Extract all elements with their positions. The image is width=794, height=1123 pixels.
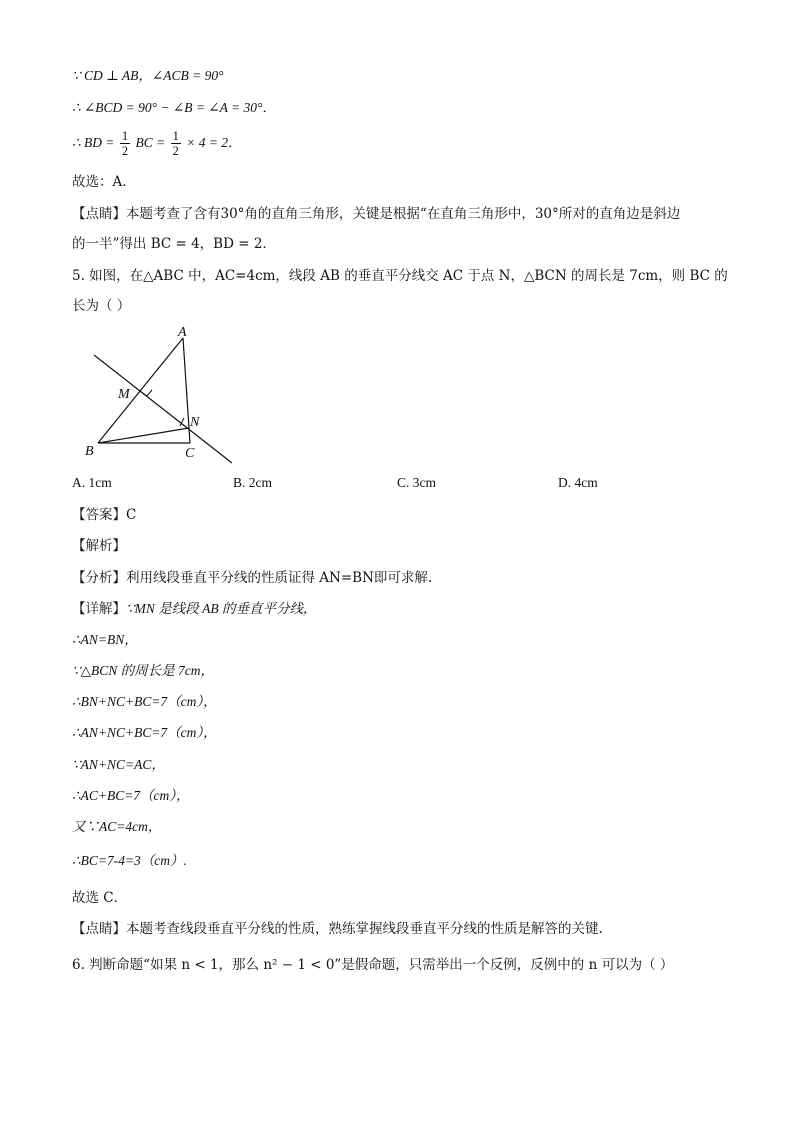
text-line: ∵ CD ⊥ AB，∠ACB = 90° [72, 68, 224, 83]
question-5-stem: 长为（ ） [72, 298, 131, 314]
text-line-fraction [72, 128, 242, 158]
question-6-stem: 6. 判断命题“如果 n < 1，那么 n² − 1 < 0”是假命题，只需举出一个反例，反例中的 n 可以为（ ） [72, 957, 674, 973]
vertex-label-a: A [178, 325, 187, 340]
solution-step: ∴BC=7-4=3（cm）. [72, 853, 187, 868]
eq-part: BC = [135, 135, 166, 150]
triangle-figure [80, 322, 250, 472]
tag-answer: 【答案】 [72, 507, 126, 523]
text-line: 故选：A． [72, 174, 136, 190]
text-line: 【点睛】本题考查了含有30°角的直角三角形，关键是根据“在直角三角形中，30°所对的直角边是斜边 [72, 206, 681, 222]
question-5-stem: 5. 如图，在△ABC 中，AC=4cm，线段 AB 的垂直平分线交 AC 于点 N，△BCN 的周长是 7cm，则 BC 的 [72, 268, 728, 284]
option-c[interactable]: C. 3cm [397, 475, 436, 490]
text-line: 的一半”得出 BC = 4，BD = 2． [72, 236, 276, 252]
tag-detail: 【详解】 [72, 601, 126, 617]
tag-dianjing: 【点睛】 [72, 921, 126, 937]
solution-step: ∴BN+NC+BC=7（cm）， [72, 694, 217, 709]
tag-dianjing: 【点睛】 [72, 206, 126, 222]
point-label-m: M [118, 387, 130, 402]
vertex-label-c: C [185, 446, 195, 461]
analysis-tag: 【解析】 [72, 538, 126, 554]
eq-part: ∴ BD = [72, 135, 115, 150]
point-label-n: N [190, 415, 200, 430]
fenxi-line: 【分析】利用线段垂直平分线的性质证得 AN=BN即可求解. [72, 570, 433, 586]
choose-line: 故选 C． [72, 890, 128, 906]
text-line: ∴ ∠BCD = 90° − ∠B = ∠A = 30°． [72, 100, 276, 115]
solution-step: ∵△BCN 的周长是 7cm， [72, 663, 214, 678]
dianjing-line: 【点睛】本题考查线段垂直平分线的性质，熟练掌握线段垂直平分线的性质是解答的关键. [72, 921, 603, 937]
option-d[interactable]: D. 4cm [558, 475, 598, 490]
fraction: $\frac{1}{2}$ [172, 129, 179, 159]
eq-part: × 4 = 2． [186, 135, 242, 150]
option-a[interactable]: A. 1cm [72, 475, 112, 490]
vertex-label-b: B [85, 444, 94, 459]
fraction: $\frac{1}{2}$ [121, 129, 129, 159]
solution-step: ∴AN=BN， [72, 632, 138, 647]
solution-step: ∵AN+NC=AC， [72, 757, 165, 772]
solution-step: ∴AC+BC=7（cm）， [72, 788, 190, 803]
answer-line: 【答案】C [72, 507, 137, 523]
option-b[interactable]: B. 2cm [233, 475, 272, 490]
solution-step: 又∵AC=4cm， [72, 819, 162, 834]
tag-fenxi: 【分析】 [72, 570, 126, 586]
detail-line: 【详解】∵MN 是线段 AB 的垂直平分线， [72, 601, 317, 617]
solution-step: ∴AN+NC+BC=7（cm）， [72, 725, 217, 740]
